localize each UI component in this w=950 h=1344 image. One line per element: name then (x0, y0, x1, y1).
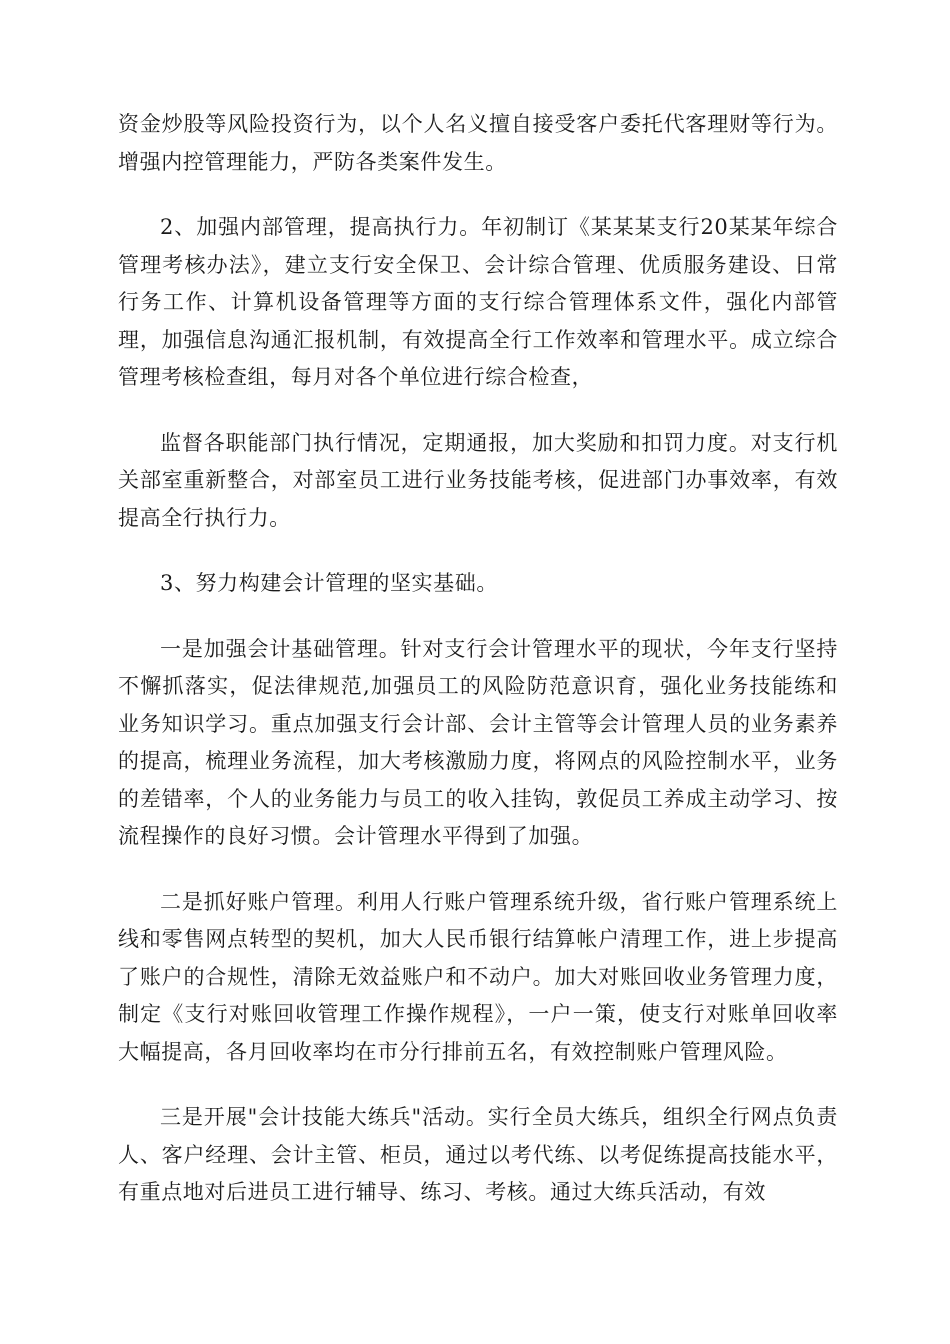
paragraph-2: 2、加强内部管理，提高执行力。年初制订《某某某支行20某某年综合管理考核办法》，建立支行安全保卫、会计综合管理、优质服务建设、日常行务工作、计算机设备管理等方面的支行综合管理体系文件，强化内部管理，加强信息沟通汇报机制，有效提高全行工作效率和管理水平。成立综合管理考核检查组，每月对各个单位进行综合检查， (118, 215, 838, 389)
document-page (118, 106, 838, 1212)
paragraph-5: 一是加强会计基础管理。针对支行会计管理水平的现状，今年支行坚持不懈抓落实，促法律规范,加强员工的风险防范意识育，强化业务技能练和业务知识学习。重点加强支行会计部、会计主管等会计管理人员的业务素养的提高，梳理业务流程，加大考核激励力度，将网点的风险控制水平，业务的差错率，个人的业务能力与员工的收入挂钩，敦促员工养成主动学习、按流程操作的良好习惯。会计管理水平得到了加强。 (118, 636, 838, 848)
paragraph-4: 3、努力构建会计管理的坚实基础。 (160, 571, 498, 595)
paragraph-1: 资金炒股等风险投资行为，以个人名义擅自接受客户委托代客理财等行为。增强内控管理能力，严防各类案件发生。 (118, 112, 838, 174)
paragraph-7: 三是开展"会计技能大练兵"活动。实行全员大练兵，组织全行网点负责人、客户经理、会计主管、柜员，通过以考代练、以考促练提高技能水平，有重点地对后进员工进行辅导、练习、考核。通过大练兵活动，有效 (118, 1105, 838, 1204)
paragraph-3: 监督各职能部门执行情况，定期通报，加大奖励和扣罚力度。对支行机关部室重新整合，对部室员工进行业务技能考核，促进部门办事效率，有效提高全行执行力。 (118, 430, 838, 530)
paragraph-6: 二是抓好账户管理。利用人行账户管理系统升级，省行账户管理系统上线和零售网点转型的契机，加大人民币银行结算帐户清理工作，进上步提高了账户的合规性，清除无效益账户和不动户。加大对账回收业务管理力度，制定《支行对账回收管理工作操作规程》，一户一策，使支行对账单回收率大幅提高，各月回收率均在市分行排前五名，有效控制账户管理风险。 (118, 889, 838, 1064)
